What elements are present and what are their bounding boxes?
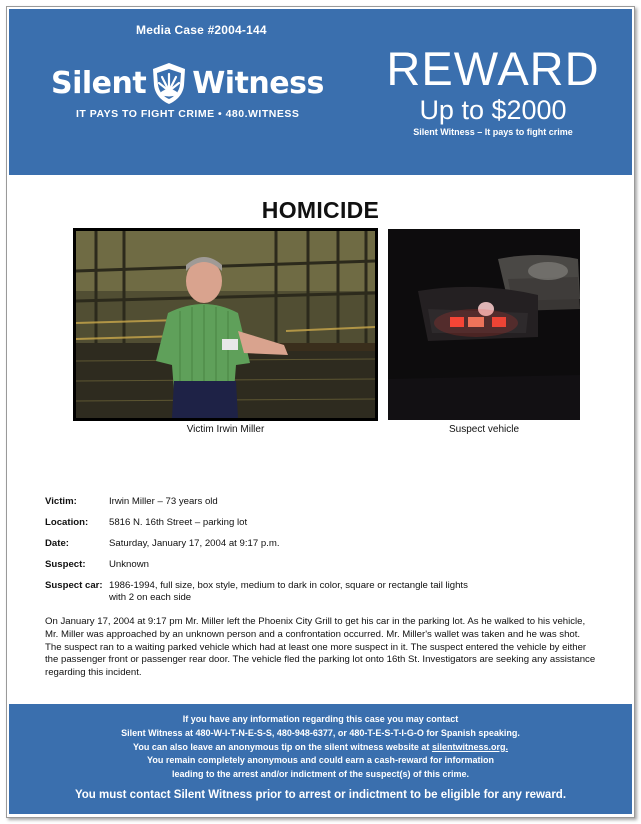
suspect-vehicle-photo — [388, 229, 580, 420]
victim-photo-caption: Victim Irwin Miller — [186, 424, 265, 435]
contact-line-4: You remain completely anonymous and could earn a cash-reward for information — [147, 755, 494, 766]
logo-word-right: Witness — [192, 65, 324, 101]
header-banner — [9, 9, 632, 175]
reward-amount: Up to $2000 — [419, 95, 567, 125]
silent-witness-logo — [51, 57, 324, 109]
detail-value: 5816 N. 16th Street – parking lot — [109, 517, 248, 528]
footer-banner — [9, 704, 632, 814]
shield-sun-icon — [150, 61, 188, 105]
reward-title: REWARD — [386, 42, 600, 95]
logo-word-left: Silent — [51, 65, 147, 101]
detail-label: Victim: — [45, 496, 77, 507]
detail-value: Irwin Miller – 73 years old — [109, 496, 218, 507]
suspect-vehicle-illustration — [388, 229, 580, 420]
detail-label: Suspect: — [45, 559, 86, 570]
detail-row-location — [45, 517, 605, 529]
case-title: HOMICIDE — [261, 197, 380, 223]
eligibility-notice: You must contact Silent Witness prior to arrest or indictment to be eligible for any reward. — [74, 789, 567, 801]
contact-info — [9, 713, 632, 782]
detail-row-suspect — [45, 559, 605, 571]
detail-label: Location: — [45, 517, 89, 528]
media-case-number: Media Case #2004-144 — [136, 23, 267, 37]
detail-label: Suspect car: — [45, 580, 103, 591]
case-narrative: On January 17, 2004 at 9:17 pm Mr. Miller left the Phoenix City Grill to get his car in the parking lot. As he walked to his vehicle, Mr. Miller was approached by an unknown person and a confrontation occurred. Mr. Miller's wallet was taken and he was shot. The suspect ran to a waiting parked vehicle which had at least one more suspect in it. The suspect entered the vehicle by either the passenger front or passenger rear door. The vehicle fled the parking lot onto 16th St. Investigators are seeking any assistance regarding this incident. — [45, 616, 596, 679]
website-text: You can also leave an anonymous tip on the silent witness website at — [133, 741, 432, 752]
detail-value: Unknown — [109, 559, 149, 570]
reward-subtitle: Silent Witness – It pays to fight crime — [413, 127, 573, 137]
contact-line-3 — [9, 741, 632, 755]
case-details — [45, 496, 605, 613]
detail-value: 1986-1994, full size, box style, medium to dark in color, square or rectangle tail lights with 2 on each side — [109, 580, 468, 603]
detail-value: Saturday, January 17, 2004 at 9:17 p.m. — [109, 538, 280, 549]
website-link[interactable]: silentwitness.org. — [431, 741, 508, 752]
flyer — [6, 6, 635, 818]
victim-photo — [73, 228, 378, 421]
detail-label: Date: — [45, 538, 69, 549]
victim-photo-illustration — [76, 231, 375, 418]
detail-row-suspect-car — [45, 580, 605, 604]
contact-line-2: Silent Witness at 480-W-I-T-N-E-S-S, 480-948-6377, or 480-T-E-S-T-I-G-O for Spanish speaking. — [121, 727, 520, 738]
detail-row-victim — [45, 496, 605, 508]
detail-row-date — [45, 538, 605, 550]
logo-tagline: IT PAYS TO FIGHT CRIME • 480.WITNESS — [76, 108, 300, 120]
contact-line-1: If you have any information regarding this case you may contact — [182, 714, 459, 724]
suspect-photo-caption: Suspect vehicle — [448, 424, 520, 435]
contact-line-5: leading to the arrest and/or indictment of the suspect(s) of this crime. — [171, 769, 470, 780]
